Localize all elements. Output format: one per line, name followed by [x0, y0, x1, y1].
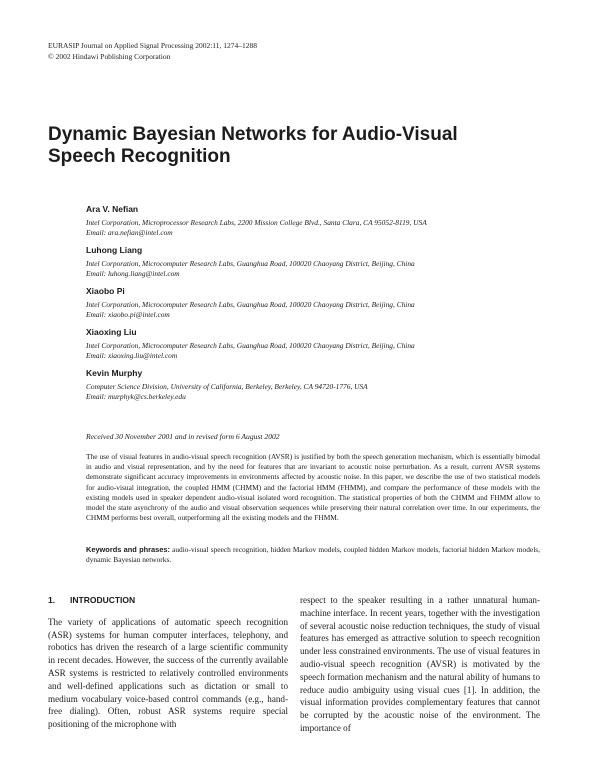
author-affiliation: Intel Corporation, Microprocessor Research Labs, 2200 Mission College Blvd., Santa Clara, CA 95052-8119, USA	[86, 218, 427, 227]
author-email: Email: xiaobo.pi@intel.com	[86, 310, 170, 319]
right-column	[300, 594, 540, 735]
keywords	[86, 545, 540, 565]
author-block	[86, 245, 556, 279]
left-column	[48, 594, 288, 731]
journal-citation: EURASIP Journal on Applied Signal Processing 2002:11, 1274–1288	[48, 41, 258, 50]
keywords-text: audio-visual speech recognition, hidden Markov models, coupled hidden Markov models, factorial hidden Markov models, dynamic Bayesian networks.	[86, 545, 540, 565]
copyright-line: © 2002 Hindawi Publishing Corporation	[48, 52, 171, 61]
author-name: Xiaobo Pi	[86, 286, 125, 296]
section-number: 1.	[48, 595, 56, 605]
section-heading	[48, 594, 288, 607]
author-affiliation: Computer Science Division, University of California, Berkeley, Berkeley, CA 94720-1776, USA	[86, 382, 368, 391]
author-block	[86, 368, 556, 402]
author-affiliation: Intel Corporation, Microcomputer Research Labs, Guanghua Road, 100020 Chaoyang District, Beijing, China	[86, 259, 415, 268]
author-affiliation: Intel Corporation, Microcomputer Research Labs, Guanghua Road, 100020 Chaoyang District, Beijing, China	[86, 341, 415, 350]
paper-title: Dynamic Bayesian Networks for Audio-Visual Speech Recognition	[48, 124, 458, 167]
section-title: INTRODUCTION	[70, 595, 136, 605]
author-affiliation: Intel Corporation, Microcomputer Research Labs, Guanghua Road, 100020 Chaoyang District, Beijing, China	[86, 300, 415, 309]
author-block	[86, 286, 556, 320]
intro-paragraph-left: The variety of applications of automatic speech recognition (ASR) systems for human computer interfaces, telephony, and robotics has driven the research of a large scientific community in recent decades. However, the success of the currently available ASR systems is restricted to relatively controlled environments and well-defined applications such as dictation or small to medium vocabulary voice-based control commands (e.g., hand-free dialing). Often, robust ASR systems require special positioning of the microphone with	[48, 616, 288, 730]
author-block	[86, 327, 556, 361]
keywords-label: Keywords and phrases:	[86, 545, 170, 554]
received-dates: Received 30 November 2001 and in revised form 6 August 2002	[86, 432, 280, 441]
author-name: Xiaoxing Liu	[86, 327, 137, 337]
author-list	[86, 204, 556, 409]
journal-header	[48, 40, 257, 62]
author-block	[86, 204, 556, 238]
author-name: Kevin Murphy	[86, 368, 143, 378]
author-email: Email: xiaoxing.liu@intel.com	[86, 351, 178, 360]
intro-paragraph-right: respect to the speaker resulting in a rather unnatural human-machine interface. In recent years, together with the investigation of several acoustic noise reduction techniques, the study of visual features has emerged as attractive solution to speech recognition under less constrained environments. The use of visual features in audio-visual speech recognition (AVSR) is motivated by the speech formation mechanism and the natural ability of humans to reduce audio ambiguity using visual cues [1]. In addition, the visual information provides complementary features that cannot be corrupted by the acoustic noise of the environment. The importance of	[300, 595, 540, 733]
author-email: Email: murphyk@cs.berkeley.edu	[86, 392, 186, 401]
abstract: The use of visual features in audio-visual speech recognition (AVSR) is justified by both the speech generation mechanism, which is essentially bimodal in audio and visual representation, and by the need for features that are invariant to acoustic noise perturbation. As a result, current AVSR systems demonstrate significant accuracy improvements in environments affected by acoustic noise. In this paper, we describe the use of two statistical models for audio-visual integration, the coupled HMM (CHMM) and the factorial HMM (FHMM), and compare the performance of these models with the existing models used in speaker dependent audio-visual isolated word recognition. The statistical properties of both the CHMM and FHMM allow to model the state asynchrony of the audio and visual observation sequences while preserving their natural correlation over time. In our experiments, the CHMM performs best overall, outperforming all the existing models and the FHMM.	[86, 452, 540, 523]
author-name: Ara V. Nefian	[86, 204, 139, 214]
author-email: Email: luhong.liang@intel.com	[86, 269, 180, 278]
author-email: Email: ara.nefian@intel.com	[86, 228, 173, 237]
author-name: Luhong Liang	[86, 245, 143, 255]
